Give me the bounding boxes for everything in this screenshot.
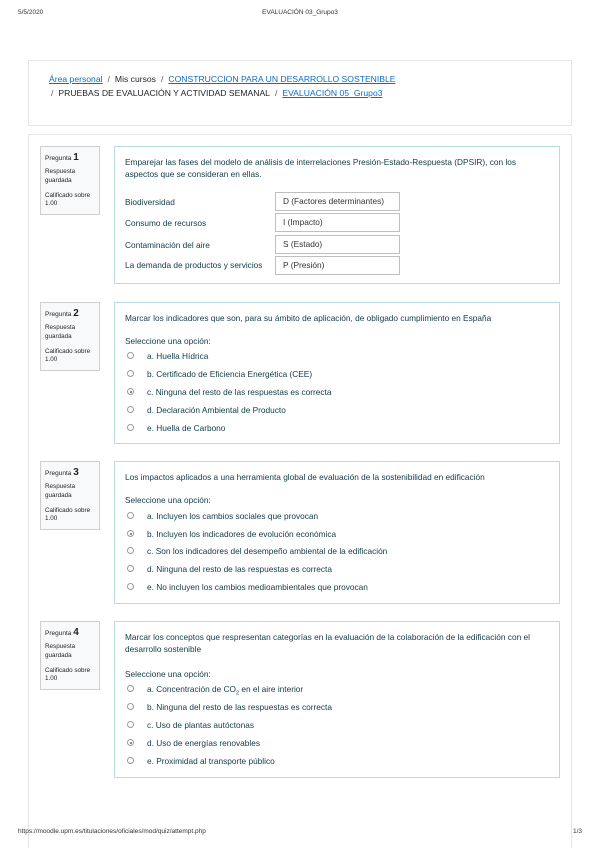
question-grade: Calificado sobre 1.00	[45, 347, 91, 364]
option-label: e. Huella de Carbono	[147, 423, 226, 433]
match-label: La demanda de productos y servicios	[125, 260, 263, 270]
question-grade: Calificado sobre 1.00	[45, 506, 91, 523]
print-footer	[18, 828, 582, 838]
print-doc-title: EVALUACIÓN 03_Grupo3	[262, 9, 338, 16]
option-label: c. Son los indicadores del desempeño ambiental de la edificación	[147, 546, 388, 556]
question-text: Marcar los indicadores que son, para su ámbito de aplicación, de obligado cumplimiento en España	[125, 313, 492, 323]
option-label: b. Incluyen los indicadores de evolución económica	[147, 529, 337, 539]
question-text: Emparejar las fases del modelo de análisis de interrelaciones Presión-Estado-Respuesta (DPSIR), con los aspectos que se consideran en ellas.	[125, 157, 517, 180]
option-label: c. Uso de plantas autóctonas	[147, 720, 255, 730]
options-prompt: Seleccione una opción:	[125, 336, 211, 346]
radio-button[interactable]	[127, 512, 134, 519]
option-label: b. Certificado de Eficiencia Energética (CEE)	[147, 369, 313, 379]
match-label: Contaminación del aire	[125, 240, 210, 250]
radio-button[interactable]	[127, 583, 134, 590]
radio-button[interactable]	[127, 757, 134, 764]
option-label: d. Declaración Ambiental de Producto	[147, 405, 286, 415]
option-label: e. Proximidad al transporte público	[147, 756, 275, 766]
match-select[interactable]: I (Impacto)	[275, 213, 400, 232]
question-number	[45, 307, 95, 321]
breadcrumb-line-1	[49, 74, 396, 84]
question-text: Marcar los conceptos que respresentan categorías en la evaluación de la colaboración de la edificación con el desarrollo sostenible	[125, 632, 530, 655]
question-state: Respuesta guardada	[45, 168, 76, 184]
radio-button[interactable]	[127, 406, 134, 413]
question-content	[114, 621, 560, 778]
question-info	[40, 621, 100, 690]
radio-button-selected[interactable]	[127, 739, 134, 746]
option-label: d. Ninguna del resto de las respuestas es correcta	[147, 564, 332, 574]
question-grade: Calificado sobre 1.00	[45, 191, 91, 208]
match-select[interactable]: P (Presión)	[275, 256, 400, 275]
question-label: Pregunta	[45, 155, 72, 162]
question-label: Pregunta	[45, 470, 72, 477]
match-label: Consumo de recursos	[125, 218, 207, 228]
breadcrumb-home-link[interactable]: Área personal	[49, 74, 103, 84]
print-url: https://moodle.upm.es/titulaciones/oficiales/mod/quiz/attempt.php	[18, 828, 206, 835]
breadcrumb-separator: /	[274, 88, 278, 98]
breadcrumb-separator: /	[51, 88, 54, 98]
question-label: Pregunta	[45, 630, 72, 637]
option-label: a. Incluyen los cambios sociales que provocan	[147, 511, 319, 521]
radio-button[interactable]	[127, 721, 134, 728]
breadcrumb-section: PRUEBAS DE EVALUACIÓN Y ACTIVIDAD SEMANAL	[58, 88, 270, 98]
radio-button-selected[interactable]	[127, 530, 134, 537]
question-state: Respuesta guardada	[45, 483, 76, 499]
option-label-text: en el aire interior	[239, 684, 304, 694]
question-number	[45, 151, 95, 165]
option-label-text: a. Concentración de CO	[147, 684, 237, 694]
option-label: c. Ninguna del resto de las respuestas es correcta	[147, 387, 332, 397]
question-label: Pregunta	[45, 311, 72, 318]
question-info	[40, 302, 100, 371]
question-number	[45, 466, 95, 480]
option-label-subscript: 2	[236, 690, 240, 697]
question-content	[114, 461, 560, 604]
question-info	[40, 146, 100, 215]
option-label: e. No incluyen los cambios medioambientales que provocan	[147, 582, 368, 592]
radio-button[interactable]	[127, 370, 134, 377]
print-header	[18, 9, 582, 19]
question-number	[45, 626, 95, 640]
breadcrumb	[28, 60, 572, 126]
question-grade: Calificado sobre 1.00	[45, 666, 91, 683]
question-content	[114, 146, 560, 284]
radio-button[interactable]	[127, 424, 134, 431]
question-number-value: 1	[73, 152, 79, 163]
question-content	[114, 302, 560, 444]
breadcrumb-course-link[interactable]: CONSTRUCCION PARA UN DESARROLLO SOSTENIBLE	[168, 74, 396, 84]
question-info	[40, 461, 100, 530]
breadcrumb-separator: /	[107, 74, 110, 84]
match-select[interactable]: D (Factores determinantes)	[275, 192, 400, 211]
question-number-value: 3	[73, 467, 79, 478]
option-label	[147, 683, 303, 700]
breadcrumb-line-2	[51, 88, 383, 98]
breadcrumb-courses: Mis cursos	[114, 74, 156, 84]
match-label: Biodiversidad	[125, 197, 175, 207]
print-page-number: 1/3	[572, 828, 582, 835]
question-state: Respuesta guardada	[45, 643, 76, 659]
radio-button[interactable]	[127, 352, 134, 359]
radio-button[interactable]	[127, 565, 134, 572]
breadcrumb-quiz-link[interactable]: EVALUACIÓN 05_Grupo3	[282, 88, 383, 98]
question-text: Los impactos aplicados a una herramienta global de evaluación de la sostenibilidad en edificación	[125, 472, 485, 482]
question-number-value: 2	[73, 308, 79, 319]
option-label: b. Ninguna del resto de las respuestas es correcta	[147, 702, 332, 712]
radio-button[interactable]	[127, 547, 134, 554]
question-state: Respuesta guardada	[45, 324, 76, 340]
radio-button-selected[interactable]	[127, 388, 134, 395]
radio-button[interactable]	[127, 685, 134, 692]
option-label: d. Uso de energías renovables	[147, 738, 261, 748]
option-label: a. Huella Hídrica	[147, 351, 209, 361]
print-date: 5/5/2020	[18, 9, 44, 16]
breadcrumb-separator: /	[160, 74, 164, 84]
options-prompt: Seleccione una opción:	[125, 495, 211, 505]
question-number-value: 4	[73, 627, 79, 638]
radio-button[interactable]	[127, 703, 134, 710]
match-select[interactable]: S (Estado)	[275, 235, 400, 254]
options-prompt: Seleccione una opción:	[125, 669, 211, 679]
